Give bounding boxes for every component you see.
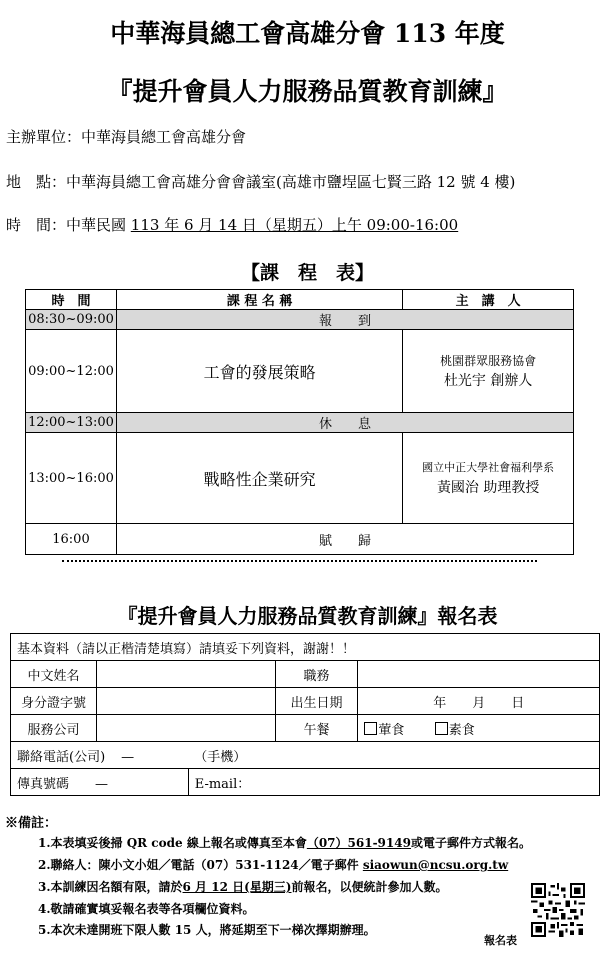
phone-label: 聯絡電話(公司) xyxy=(17,749,106,765)
birth-label: 出生日期 xyxy=(275,688,358,715)
mobile-cell[interactable] xyxy=(188,742,599,769)
company-label: 服務公司 xyxy=(11,715,97,742)
table-row xyxy=(26,413,574,433)
row-course: 工會的發展策略 xyxy=(116,330,402,413)
table-row xyxy=(26,524,574,555)
note-3-text: 3.本訓練因名額有限，請於 xyxy=(38,880,183,894)
speaker-name: 黃國治 助理教授 xyxy=(436,480,540,496)
meat-option-label: 葷食 xyxy=(378,722,405,738)
form-row xyxy=(11,634,600,661)
qr-label: 報名表 xyxy=(484,934,517,947)
speaker-org: 國立中正大學社會福利學系 xyxy=(422,461,555,474)
mobile-label: （手機） xyxy=(194,749,247,765)
divider xyxy=(62,560,537,562)
table-row xyxy=(26,433,574,524)
speaker-name: 杜光宇 創辦人 xyxy=(443,373,533,389)
meat-checkbox[interactable] xyxy=(364,722,377,735)
note-1-tail: 或電子郵件方式報名。 xyxy=(410,836,531,850)
job-field[interactable] xyxy=(358,661,600,688)
fax-number: （07）561-9149 xyxy=(306,836,411,850)
form-title: 『提升會員人力服務品質教育訓練』報名表 xyxy=(117,604,498,628)
note-4: 4.敬請確實填妥報名表等各項欄位資料。 xyxy=(38,902,255,916)
table-row xyxy=(26,310,574,330)
note-5: 5.本次未達開班下限人數 15 人，將延期至下一梯次擇期辦理。 xyxy=(38,923,376,937)
name-field[interactable] xyxy=(96,661,275,688)
note-3 xyxy=(38,878,448,895)
row-course: 戰略性企業研究 xyxy=(116,433,402,524)
form-row xyxy=(11,769,600,796)
fax-label: 傳真號碼 xyxy=(17,776,70,792)
form-row xyxy=(11,688,600,715)
schedule-table xyxy=(25,289,574,555)
speaker-org: 桃園群眾服務協會 xyxy=(440,354,537,368)
notes-heading: ※備註： xyxy=(5,816,58,831)
form-row xyxy=(11,715,600,742)
schedule-title: 【課 程 表】 xyxy=(240,262,374,284)
form-row xyxy=(11,661,600,688)
row-time: 08:30~09:00 xyxy=(26,310,117,330)
time-line xyxy=(6,214,458,235)
vegetarian-checkbox[interactable] xyxy=(435,722,448,735)
row-course: 休 息 xyxy=(116,413,573,433)
email-label: E-mail： xyxy=(194,776,251,792)
header-speaker: 主 講 人 xyxy=(403,290,574,310)
fax-dash: — xyxy=(95,776,109,792)
row-course: 報 到 xyxy=(116,310,573,330)
lunch-options xyxy=(358,715,600,742)
time-value: 113 年 6 月 14 日（星期五）上午 09:00-16:00 xyxy=(130,216,459,234)
row-course: 賦 歸 xyxy=(116,524,573,555)
deadline: 6 月 12 日(星期三) xyxy=(182,880,292,894)
schedule-header-row xyxy=(26,290,574,310)
form-row xyxy=(11,742,600,769)
phone-cell[interactable] xyxy=(11,742,189,769)
job-label: 職務 xyxy=(275,661,358,688)
contact-email[interactable]: siaowun@ncsu.org.tw xyxy=(362,858,509,872)
row-time: 16:00 xyxy=(26,524,117,555)
note-3-tail: 前報名，以便統計參加人數。 xyxy=(291,880,448,894)
form-intro: 基本資料（請以正楷清楚填寫）請填妥下列資料，謝謝！！ xyxy=(11,634,600,661)
table-row xyxy=(26,330,574,413)
phone-dash: — xyxy=(121,749,135,765)
qr-code-icon[interactable] xyxy=(531,883,585,937)
page-title: 中華海員總工會高雄分會 113 年度 xyxy=(110,19,505,48)
row-speaker xyxy=(403,330,574,413)
row-speaker xyxy=(403,433,574,524)
training-title: 『提升會員人力服務品質教育訓練』 xyxy=(107,77,508,106)
id-label: 身分證字號 xyxy=(11,688,97,715)
registration-form xyxy=(10,633,600,796)
row-time: 13:00~16:00 xyxy=(26,433,117,524)
time-prefix: 時 間：中華民國 xyxy=(6,216,127,234)
note-2 xyxy=(38,856,508,873)
header-time: 時 間 xyxy=(26,290,117,310)
note-2-text: 2.聯絡人：陳小文小姐／電話（07）531-1124／電子郵件 xyxy=(38,858,359,872)
id-field[interactable] xyxy=(96,688,275,715)
header-course: 課 程 名 稱 xyxy=(116,290,402,310)
row-time: 12:00~13:00 xyxy=(26,413,117,433)
note-1-text: 1.本表填妥後掃 QR code 線上報名或傳真至本會 xyxy=(38,836,307,850)
birth-field[interactable]: 年 月 日 xyxy=(358,688,600,715)
fax-cell[interactable] xyxy=(11,769,189,796)
organizer-line: 主辦單位：中華海員總工會高雄分會 xyxy=(6,128,247,146)
location-line: 地 點：中華海員總工會高雄分會會議室(高雄市鹽埕區七賢三路 12 號 4 樓) xyxy=(6,173,516,191)
name-label: 中文姓名 xyxy=(11,661,97,688)
lunch-label: 午餐 xyxy=(275,715,358,742)
vegetarian-option-label: 素食 xyxy=(448,722,475,738)
row-time: 09:00~12:00 xyxy=(26,330,117,413)
company-field[interactable] xyxy=(96,715,275,742)
email-cell[interactable] xyxy=(188,769,599,796)
note-1 xyxy=(38,834,531,851)
